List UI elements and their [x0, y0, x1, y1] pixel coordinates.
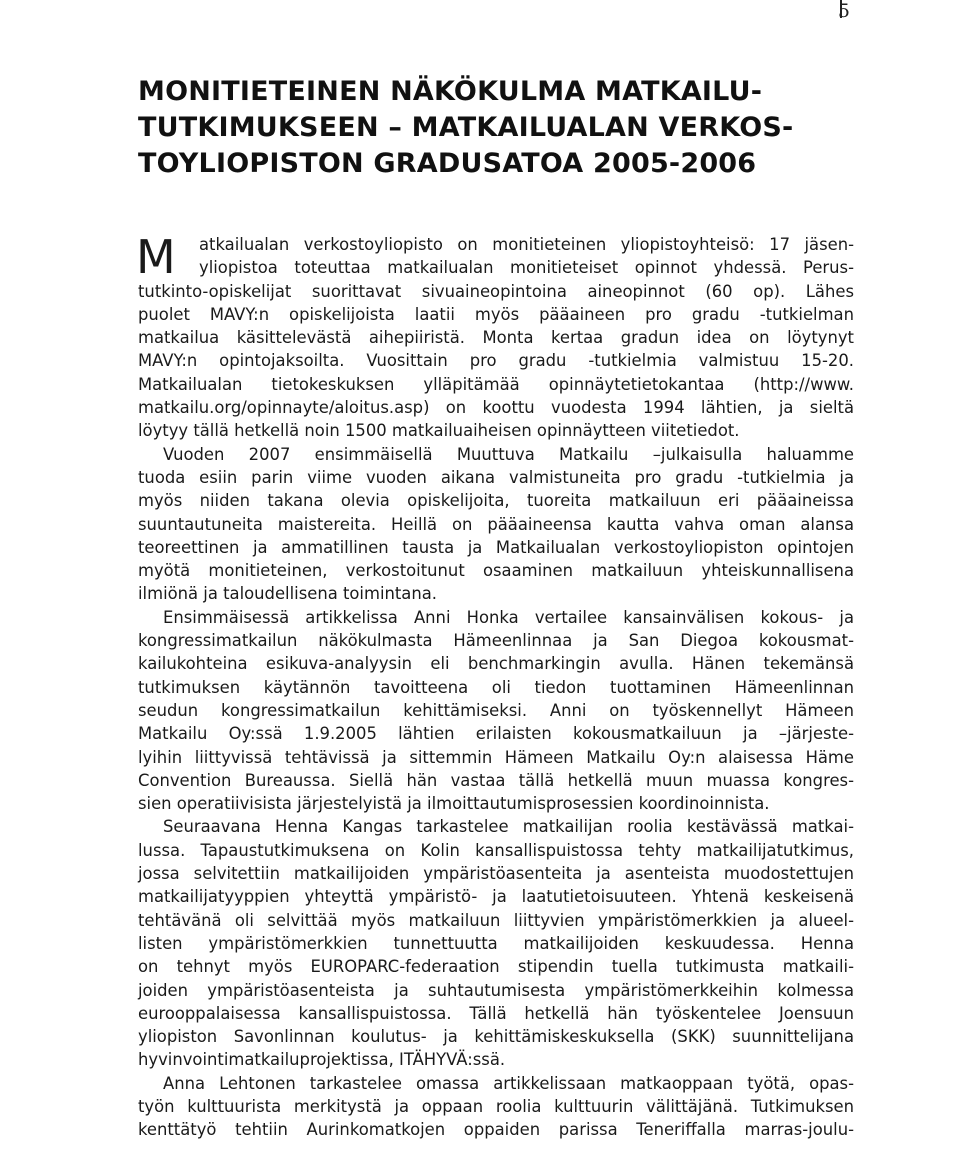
body-line: myötä monitieteinen, verkostoitunut osaaminen matkailuun yhteiskunnallisena — [138, 561, 854, 581]
body-line: joiden ympäristöasenteista ja suhtautumisesta ympäristömerkkeihin kolmessa — [138, 980, 854, 1000]
body-line: tuoda esiin parin viime vuoden aikana valmistuneita pro gradu -tutkielmia ja — [138, 467, 854, 487]
body-line: löytyy tällä hetkellä noin 1500 matkailuaiheisen opinnäytteen viitetiedot. — [138, 421, 740, 441]
body-line: puolet MAVY:n opiskelijoista laatii myös pääaineen pro gradu -tutkielman — [138, 304, 854, 324]
drop-cap: M — [136, 230, 176, 284]
body-line: hyvinvointimatkailuprojektissa, ITÄHYVÄ:ssä. — [138, 1050, 506, 1070]
body-line: atkailualan verkostoyliopisto on monitieteinen yliopistoyhteisö: 17 jäsen- — [199, 235, 854, 254]
body-line: Convention Bureaussa. Siellä hän vastaa tällä hetkellä muun muassa kongres- — [138, 770, 854, 790]
body-line: teoreettinen ja ammatillinen tausta ja Matkailualan verkostoyliopiston opintojen — [138, 537, 854, 557]
body-line: ilmiönä ja taloudellisena toimintana. — [138, 584, 437, 604]
body-line: MAVY:n opintojaksoilta. Vuosittain pro gradu -tutkielmia valmistuu 15-20. — [138, 351, 854, 371]
body-line: listen ympäristömerkkien tunnettuutta matkailijoiden keskuudessa. Henna — [138, 933, 854, 953]
body-line: kailukohteina esikuva-analyysin eli benchmarkingin avulla. Hänen tekemänsä — [138, 654, 854, 674]
title-line: MONITIETEINEN NÄKÖKULMA MATKAILU- — [138, 76, 763, 107]
article-title — [138, 74, 838, 182]
body-line: matkailu.org/opinnayte/aloitus.asp) on koottu vuodesta 1994 lähtien, ja sieltä — [138, 398, 854, 418]
body-line: sien operatiivisista järjestelyistä ja ilmoittautumisprosessien koordinoinnista. — [138, 794, 770, 814]
body-line: yliopistoa toteuttaa matkailualan monitieteiset opinnot yhdessä. Perus- — [199, 258, 854, 278]
title-line: TOYLIOPISTON GRADUSATOA 2005-2006 — [138, 148, 757, 179]
body-line: on tehnyt myös EUROPARC-federaation stipendin tuella tutkimusta matkaili- — [138, 957, 854, 977]
body-line: lyihin liittyvissä tehtävissä ja sittemmin Hämeen Matkailu Oy:n alaisessa Häme — [138, 747, 854, 767]
body-line: tutkinto-opiskelijat suorittavat sivuaineopintoina aineopinnot (60 op). Lähes — [138, 281, 854, 301]
body-line: lussa. Tapaustutkimuksena on Kolin kansallispuistossa tehty matkailijatutkimus, — [138, 840, 854, 860]
body-line: yliopiston Savonlinnan koulutus- ja kehittämiskeskuksella (SKK) suunnittelijana — [138, 1027, 854, 1047]
body-line: Matkailualan tietokeskuksen ylläpitämää opinnäytetietokantaa (http://www. — [138, 374, 854, 394]
body-line: matkailua käsittelevästä aihepiiristä. Monta kertaa gradun idea on löytynyt — [138, 328, 854, 348]
body-line: Matkailu Oy:ssä 1.9.2005 lähtien erilaisten kokousmatkailuun ja –järjeste- — [138, 724, 854, 744]
body-line: kenttätyö tehtiin Aurinkomatkojen oppaiden parissa Teneriffalla marras-joulu- — [138, 1120, 854, 1140]
body-line: Anna Lehtonen tarkastelee omassa artikkelissaan matkaoppaan työtä, opas- — [163, 1073, 854, 1093]
title-line: TUTKIMUKSEEN – MATKAILUALAN VERKOS- — [138, 112, 794, 143]
body-line: työn kulttuurista merkitystä ja oppaan roolia kulttuurin välittäjänä. Tutkimuksen — [138, 1096, 854, 1116]
body-line: eurooppalaisessa kansallispuistossa. Tällä hetkellä hän työskentelee Joensuun — [138, 1003, 854, 1023]
body-line: Seuraavana Henna Kangas tarkastelee matkailijan roolia kestävässä matkai- — [163, 817, 854, 837]
page-number: 5 — [837, 0, 850, 22]
body-line: suuntautuneita maistereita. Heillä on pääaineensa kautta vahva oman alansa — [138, 514, 854, 534]
body-line: tehtävänä oli selvittää myös matkailuun liittyvien ympäristömerkkien ja alueel- — [138, 910, 854, 930]
body-line: myös niiden takana olevia opiskelijoita, tuoreita matkailuun eri pääaineissa — [138, 491, 854, 511]
body-line: matkailijatyyppien yhteyttä ympäristö- ja laatutietoisuuteen. Yhtenä keskeisenä — [138, 887, 854, 907]
article-body — [136, 230, 854, 1142]
body-line: seudun kongressimatkailun kehittämiseksi. Anni on työskennellyt Hämeen — [138, 700, 854, 720]
body-line: Ensimmäisessä artikkelissa Anni Honka vertailee kansainvälisen kokous- ja — [163, 607, 854, 627]
body-line: kongressimatkailun näkökulmasta Hämeenlinnaa ja San Diegoa kokousmat- — [138, 631, 854, 651]
body-line: Vuoden 2007 ensimmäisellä Muuttuva Matkailu –julkaisulla haluamme — [163, 444, 854, 464]
body-line: jossa selvitettiin matkailijoiden ympäristöasenteita ja asenteista muodostettujen — [138, 864, 854, 884]
body-line: tutkimuksen käytännön tavoitteena oli tiedon tuottaminen Hämeenlinnan — [138, 677, 854, 697]
